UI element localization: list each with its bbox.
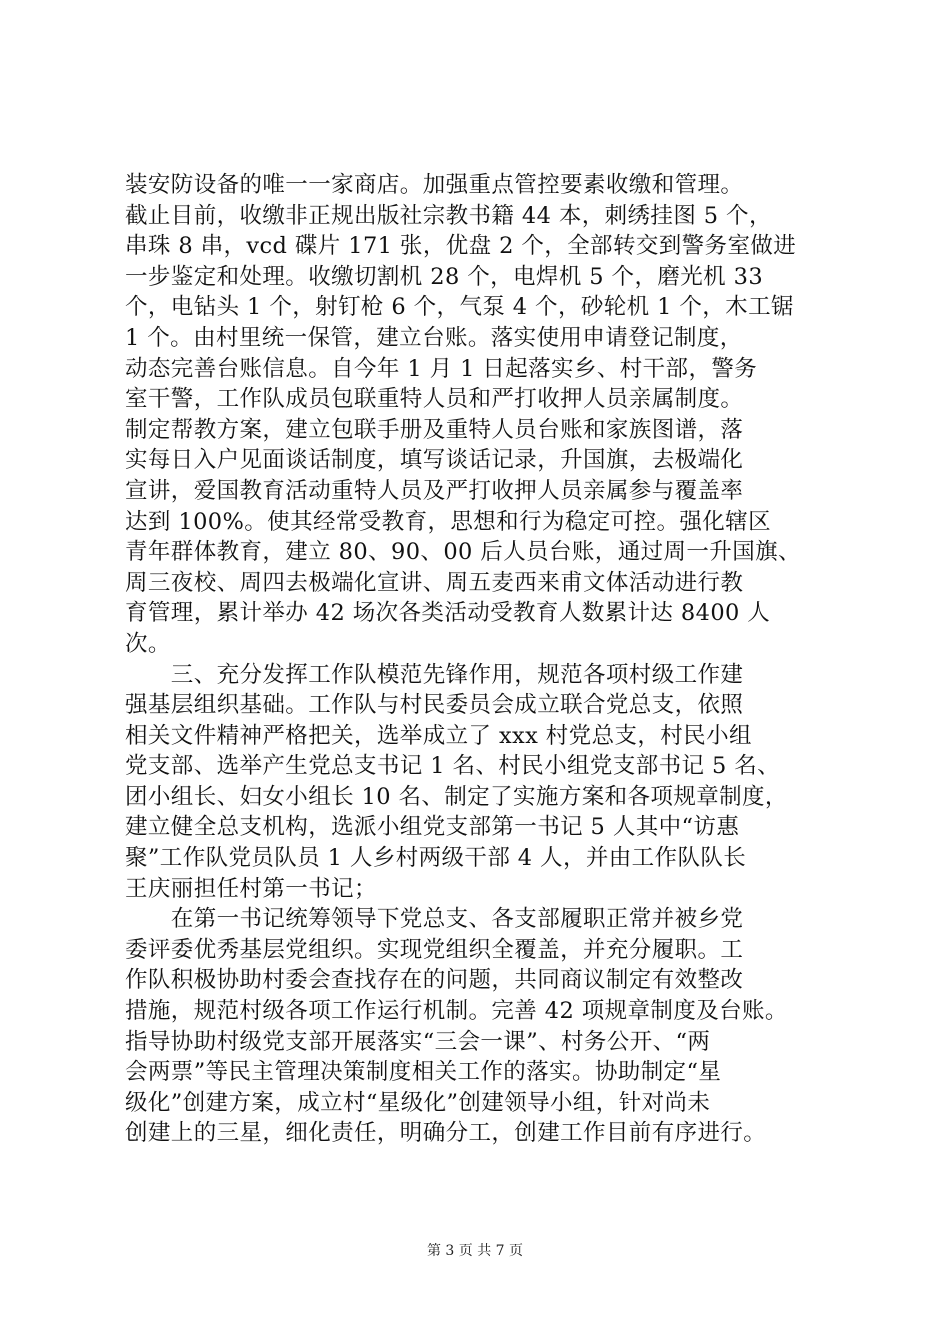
text-line: 在第一书记统筹领导下党总支、各支部履职正常并被乡党 — [125, 906, 744, 933]
text-line: 一步鉴定和处理。收缴切割机 28 个，电焊机 5 个，磨光机 33 — [125, 263, 764, 290]
text-line: 次。 — [125, 630, 171, 657]
text-line: 会两票”等民主管理决策制度相关工作的落实。协助制定“星 — [125, 1059, 722, 1086]
text-line: 措施，规范村级各项工作运行机制。完善 42 项规章制度及台账。 — [125, 998, 788, 1025]
page-footer: 第 3 页 共 7 页 — [426, 1243, 524, 1259]
text-line: 建立健全总支机构，选派小组党支部第一书记 5 人其中“访惠 — [125, 814, 740, 841]
text-line: 团小组长、妇女小组长 10 名、制定了实施方案和各项规章制度， — [125, 783, 788, 810]
text-line: 级化”创建方案，成立村“星级化”创建领导小组，针对尚未 — [125, 1089, 711, 1116]
text-line: 创建上的三星，细化责任，明确分工，创建工作目前有序进行。 — [125, 1120, 767, 1147]
text-line: 动态完善台账信息。自今年 1 月 1 日起落实乡、村干部，警务 — [125, 355, 758, 382]
text-line: 室干警，工作队成员包联重特人员和严打收押人员亲属制度。 — [125, 386, 744, 413]
text-line: 相关文件精神严格把关，选举成立了 xxx 村党总支，村民小组 — [125, 722, 752, 749]
text-line: 党支部、选举产生党总支书记 1 名、村民小组党支部书记 5 名、 — [125, 753, 781, 780]
text-line: 宣讲，爱国教育活动重特人员及严打收押人员亲属参与覆盖率 — [125, 477, 744, 504]
text-line: 作队积极协助村委会查找存在的问题，共同商议制定有效整改 — [125, 967, 744, 994]
text-line: 强基层组织基础。工作队与村民委员会成立联合党总支，依照 — [125, 692, 744, 719]
text-line: 青年群体教育，建立 80、90、00 后人员台账，通过周一升国旗、 — [125, 539, 801, 566]
text-line: 装安防设备的唯一一家商店。加强重点管控要素收缴和管理。 — [125, 172, 744, 198]
text-line: 达到 100%。使其经常受教育，思想和行为稳定可控。强化辖区 — [125, 508, 771, 535]
document-body — [125, 170, 845, 1149]
text-line: 周三夜校、周四去极端化宣讲、周五麦西来甫文体活动进行教 — [125, 569, 744, 596]
text-line: 三、充分发挥工作队模范先锋作用，规范各项村级工作建 — [125, 661, 744, 688]
text-line: 1 个。由村里统一保管，建立台账。落实使用申请登记制度， — [125, 324, 743, 351]
text-line: 委评委优秀基层党组织。实现党组织全覆盖，并充分履职。工 — [125, 936, 744, 963]
text-line: 截止目前，收缴非正规出版社宗教书籍 44 本，刺绣挂图 5 个， — [125, 202, 772, 229]
text-line: 育管理，累计举办 42 场次各类活动受教育人数累计达 8400 人 — [125, 600, 771, 627]
text-line: 指导协助村级党支部开展落实“三会一课”、村务公开、“两 — [125, 1028, 711, 1055]
text-line: 个，电钻头 1 个，射钉枪 6 个，气泵 4 个，砂轮机 1 个，木工锯 — [125, 294, 794, 321]
text-line: 串珠 8 串，vcd 碟片 171 张，优盘 2 个，全部转交到警务室做进 — [125, 233, 797, 260]
text-line: 制定帮教方案，建立包联手册及重特人员台账和家族图谱，落 — [125, 416, 744, 443]
text-line: 聚”工作队党员队员 1 人乡村两级干部 4 人，并由工作队队长 — [125, 845, 747, 872]
text-line: 王庆丽担任村第一书记； — [125, 875, 377, 902]
text-line: 实每日入户见面谈话制度，填写谈话记录，升国旗，去极端化 — [125, 447, 744, 474]
